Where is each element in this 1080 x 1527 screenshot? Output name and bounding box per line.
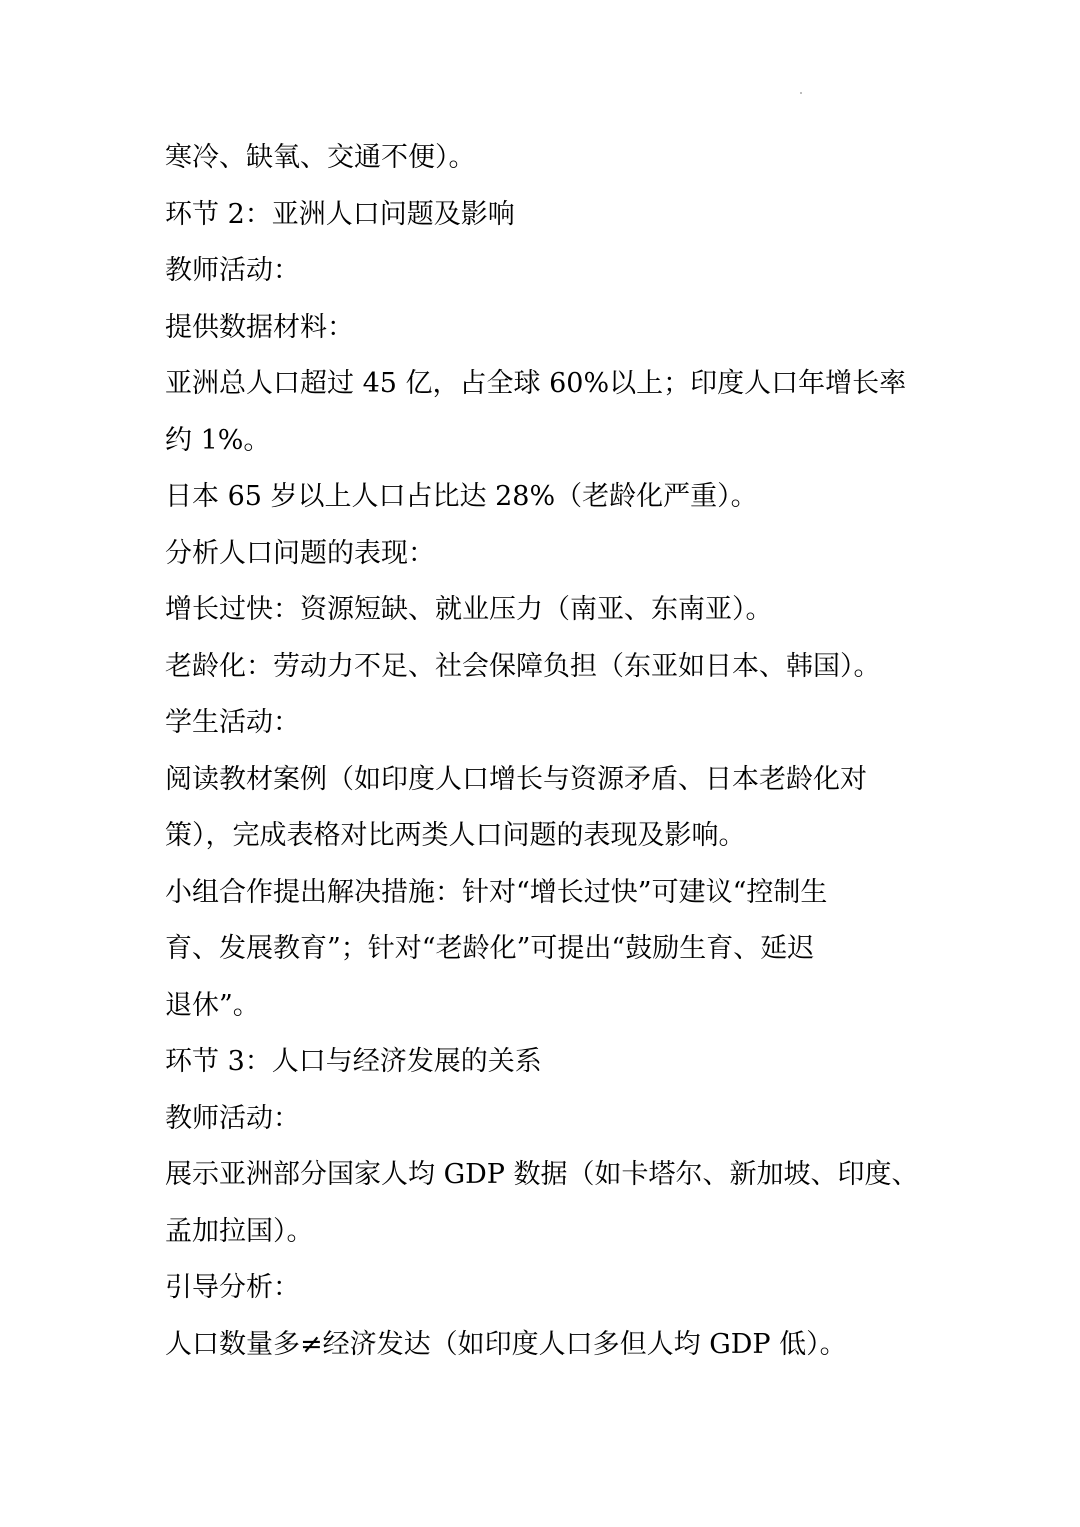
text-line: 约 1%。 (165, 424, 271, 456)
text-line: 日本 65 岁以上人口占比达 28%（老龄化严重）。 (165, 481, 758, 512)
text-line: 提供数据材料： (165, 311, 354, 343)
subheading: 教师活动： (165, 1102, 300, 1134)
text-line: 增长过快：资源短缺、就业压力（南亚、东南亚）。 (165, 594, 773, 625)
document-body (165, 130, 925, 1373)
text-line: 分析人口问题的表现： (165, 537, 435, 569)
subheading: 教师活动： (165, 255, 300, 286)
text-line: 孟加拉国）。 (165, 1215, 314, 1247)
subheading: 学生活动： (165, 707, 300, 738)
text-line: 小组合作提出解决措施：针对“增长过快”可建议“控制生 (165, 876, 828, 908)
subheading: 引导分析： (165, 1272, 300, 1303)
text-line: 老龄化：劳动力不足、社会保障负担（东亚如日本、韩国）。 (165, 650, 881, 682)
text-line: 寒冷、缺氧、交通不便）。 (165, 142, 476, 173)
text-line: 人口数量多≠经济发达（如印度人口多但人均 GDP 低）。 (165, 1328, 847, 1360)
text-line: 策），完成表格对比两类人口问题的表现及影响。 (165, 820, 746, 851)
section-heading: 环节 2：亚洲人口问题及影响 (165, 198, 515, 230)
text-line: 退休”。 (165, 989, 260, 1021)
text-line: 阅读教材案例（如印度人口增长与资源矛盾、日本老龄化对 (165, 763, 867, 795)
text-line: 亚洲总人口超过 45 亿，占全球 60%以上；印度人口年增长率 (165, 368, 907, 399)
page-speck (800, 92, 802, 94)
text-line: 展示亚洲部分国家人均 GDP 数据（如卡塔尔、新加坡、印度、 (165, 1159, 919, 1190)
text-line: 育、发展教育”；针对“老龄化”可提出“鼓励生育、延迟 (165, 933, 815, 964)
section-heading: 环节 3：人口与经济发展的关系 (165, 1046, 542, 1077)
